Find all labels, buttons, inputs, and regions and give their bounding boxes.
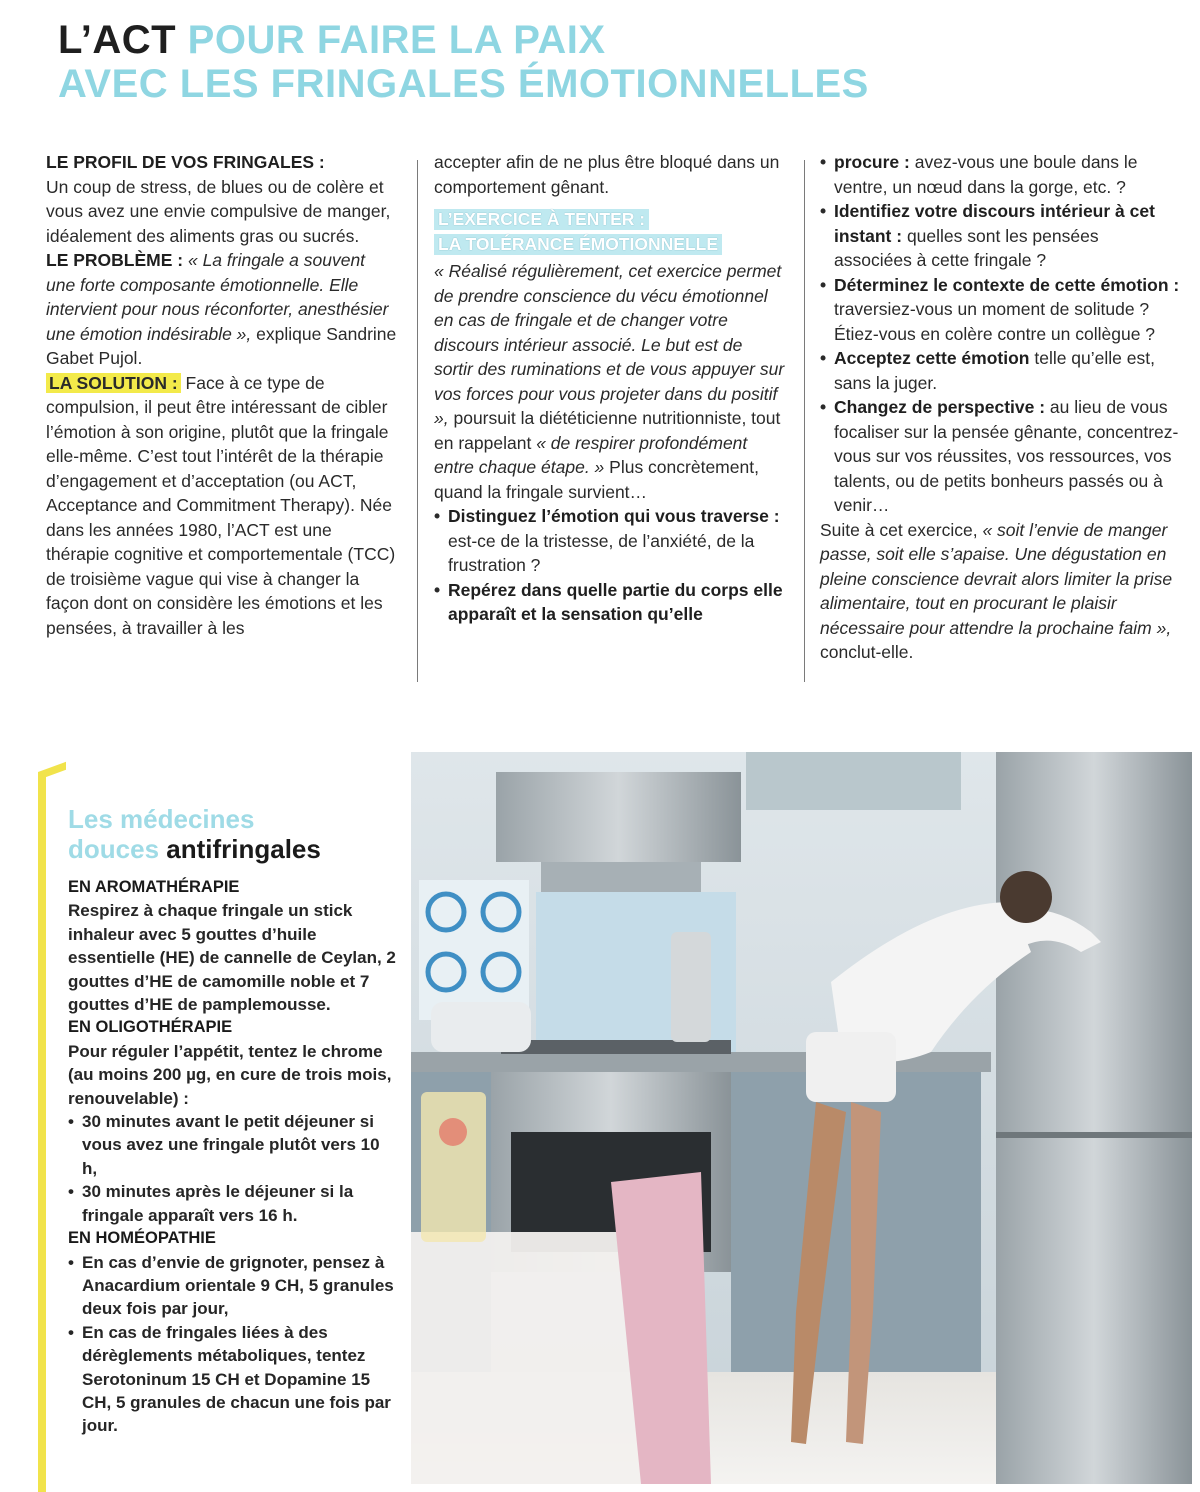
step-5-bold: Acceptez cette émotion [834, 348, 1030, 368]
list-item: • 30 minutes avant le petit déjeuner si vous avez une fringale plutôt vers 10 h, [68, 1110, 398, 1180]
list-item: • 30 minutes après le déjeuner si la fringale apparaît vers 16 h. [68, 1180, 398, 1227]
list-item [434, 578, 786, 627]
oligo-text: Pour réguler l’appétit, tentez le chrome (au moins 200 µg, en cure de trois mois, renouvelable) : [68, 1041, 392, 1108]
step-1-text: est-ce de la tristesse, de l’anxiété, de la frustration ? [448, 530, 755, 575]
homeo-list [68, 1251, 398, 1438]
sidebar-title-strong: antifringales [166, 834, 321, 864]
list-item [820, 395, 1180, 518]
column-divider [417, 160, 418, 682]
exercise-text-2: Plus concrètement, quand la fringale survient… [434, 457, 759, 502]
glass-flower [439, 1118, 467, 1146]
exercise-text-1: poursuit la diététicienne nutritionniste, tout en rappelant [434, 408, 781, 453]
step-2-bold: Repérez dans quelle partie du corps elle apparaît et la sensation qu’elle [448, 579, 783, 624]
step-2-cont-bold: procure : [834, 152, 910, 172]
title-accent-line2: AVEC LES FRINGALES ÉMOTIONNELLES [58, 62, 869, 106]
toaster [431, 1002, 531, 1052]
title-lead: L’ACT [58, 18, 177, 62]
step-4-text: traversiez-vous un moment de solitude ? Étiez-vous en colère contre un collègue ? [834, 299, 1156, 344]
range-hood [496, 772, 741, 862]
profil-text: Un coup de stress, de blues ou de colère et vous avez une envie compulsive de manger, idéalement des aliments gras ou sucrés. [46, 176, 391, 246]
title-accent-line1: POUR FAIRE LA PAIX [187, 18, 606, 62]
probleme-quote: « La fringale a souvent une forte composante émotionnelle. Elle intervient pour nous réconforter, anesthésier une émotion indésirable », [46, 250, 389, 344]
exercise-heading-line2: LA TOLÉRANCE ÉMOTIONNELLE [434, 234, 722, 255]
list-item [434, 504, 786, 578]
exercise-steps-list [434, 504, 786, 627]
sidebar-accent-corner [38, 762, 66, 780]
kettle [671, 932, 711, 1042]
exercise-heading [434, 207, 786, 257]
conclusion-text: Suite à cet exercice, [820, 519, 978, 540]
homeo-heading: EN HOMÉOPATHIE [68, 1229, 216, 1248]
step-4-bold: Déterminez le contexte de cette émotion : [834, 274, 1180, 295]
upper-cabinet [746, 752, 961, 810]
probleme-label: LE PROBLÈME : [46, 250, 184, 270]
step-6-bold: Changez de perspective : [834, 397, 1046, 417]
step-2-cont-text: avez-vous une boule dans le ventre, un nœud dans la gorge, etc. ? [834, 152, 1138, 197]
solution-text: Face à ce type de compulsion, il peut être intéressant de cibler l’émotion à son origine, plutôt que la fringale elle-même. C’est tout l’intérêt de la thérapie d’engagement et d’acceptation (ou ACT, Acceptance and Commitment Therapy). Née dans les années 1980, l’ACT est une thérapie cognitive et comportementale (TCC) de troisième vague qui vise à changer la façon dont on considère les émotions et les pensées, à travailler à les [46, 372, 396, 638]
step-3-bold: Identifiez votre discours intérieur à cet instant : [834, 201, 1155, 246]
fridge-seam [996, 1132, 1192, 1138]
probleme-attribution: explique Sandrine Gabet Pujol. [46, 323, 397, 368]
article-title [58, 18, 958, 106]
fridge [996, 752, 1192, 1484]
list-item: • En cas d’envie de grignoter, pensez à Anacardium orientale 9 CH, 5 granules deux fois par jour, [68, 1251, 398, 1321]
oligo-heading: EN OLIGOTHÉRAPIE [68, 1018, 233, 1037]
sidebar-box [68, 804, 398, 1438]
conclusion-quote: « soit l’envie de manger passe, soit elle s’apaise. Une dégustation en pleine conscience devrait alors limiter la prise alimentaire, tout en procurant le plaisir nécessaire pour attendre la prochaine faim », [820, 519, 1173, 638]
conclusion-attribution: conclut-elle. [820, 642, 914, 662]
solution-paragraph [46, 371, 398, 641]
exercise-quote-1: « Réalisé régulièrement, cet exercice permet de prendre conscience du vécu émotionnel en cas de fringale et de changer votre discours intérieur associé. Le but est de sortir des ruminations et de vous appuyer sur vos forces pour vous projeter dans du positif », [434, 261, 785, 428]
continuation-text: accepter afin de ne plus être bloqué dans un comportement gênant. [434, 152, 780, 197]
tile-panel [419, 880, 529, 1020]
oligo-list [68, 1110, 398, 1227]
step-1-bold: Distinguez l’émotion qui vous traverse : [448, 506, 780, 526]
column-3 [820, 150, 1180, 665]
profil-label: LE PROFIL DE VOS FRINGALES : [46, 152, 325, 172]
list-item [820, 346, 1180, 395]
exercise-heading-line1: L’EXERCICE À TENTER : [434, 209, 649, 230]
probleme-paragraph [46, 248, 398, 371]
table [411, 1232, 651, 1484]
solution-label: LA SOLUTION : [46, 373, 181, 393]
kitchen-photo [411, 752, 1192, 1484]
sidebar-title-soft-2: douces [68, 834, 160, 864]
column-2 [434, 150, 786, 627]
profil-paragraph [46, 150, 398, 248]
sidebar-accent-bar [38, 772, 46, 1492]
exercise-steps-list-continued [820, 150, 1180, 518]
sidebar-title-soft-1: Les médecines [68, 804, 255, 834]
step-5-text: telle qu’elle est, sans la juger. [834, 348, 1155, 393]
exercise-paragraph [434, 259, 786, 504]
range-hood-base [541, 862, 701, 892]
sidebar-title [68, 804, 398, 864]
aroma-text: Respirez à chaque fringale un stick inhaleur avec 5 gouttes d’huile essentielle (HE) de cannelle de Ceylan, 2 gouttes d’HE de camomille noble et 7 gouttes d’HE de pamplemousse. [68, 901, 396, 1015]
step-3-text: quelles sont les pensées associées à cette fringale ? [834, 225, 1099, 270]
glass [421, 1092, 486, 1242]
kitchen-illustration [411, 752, 1192, 1484]
stovetop [501, 1040, 731, 1054]
column-divider [804, 160, 805, 682]
step-6-text: au lieu de vous focaliser sur la pensée gênante, concentrez-vous sur vos réussites, vos ressources, vos talents, ou de petits bonheurs passés ou à venir… [834, 397, 1179, 515]
column-1 [46, 150, 398, 640]
list-item-continued [820, 150, 1180, 199]
list-item: • En cas de fringales liées à des dérèglements métaboliques, tentez Serotoninum 15 CH et Dopamine 15 CH, 5 granules de chacun une fois par jour. [68, 1321, 398, 1438]
conclusion-paragraph [820, 518, 1180, 665]
list-item [820, 199, 1180, 273]
list-item [820, 273, 1180, 347]
aroma-heading: EN AROMATHÉRAPIE [68, 878, 240, 896]
exercise-quote-2: « de respirer profondément entre chaque étape. » [434, 432, 748, 477]
